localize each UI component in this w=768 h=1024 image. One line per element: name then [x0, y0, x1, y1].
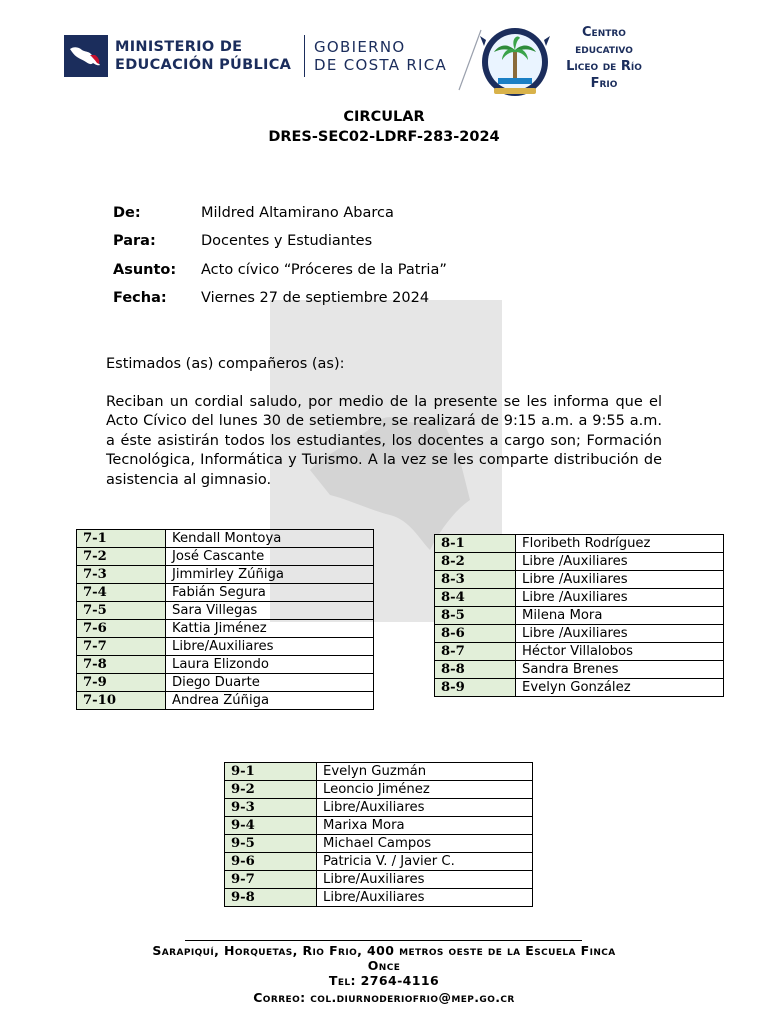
- greeting: Estimados (as) compañeros (as):: [106, 356, 345, 372]
- footer-phone: Tel: 2764-4116: [328, 973, 440, 988]
- teacher-name-cell: Libre/Auxiliares: [317, 871, 533, 889]
- header-divider: [304, 35, 305, 77]
- to-label: Para:: [113, 233, 156, 249]
- teacher-name-cell: José Cascante: [166, 548, 374, 566]
- group-code-cell: 7-8: [77, 656, 166, 674]
- table-row: [225, 781, 533, 799]
- teacher-name-cell: Jimmirley Zúñiga: [166, 566, 374, 584]
- group-code-cell: 9-3: [225, 799, 317, 817]
- government-name: [314, 38, 447, 74]
- table-row: [225, 817, 533, 835]
- group-code-cell: 7-7: [77, 638, 166, 656]
- teacher-name-cell: Diego Duarte: [166, 674, 374, 692]
- document-type-title: CIRCULAR: [343, 109, 425, 125]
- teacher-name-cell: Floribeth Rodríguez: [516, 535, 724, 553]
- table-row: [225, 853, 533, 871]
- school-seal-icon: [480, 26, 550, 102]
- group-code-cell: 8-9: [435, 679, 516, 697]
- table-row: [435, 679, 724, 697]
- date-value: Viernes 27 de septiembre 2024: [201, 290, 430, 306]
- table-row: [77, 656, 374, 674]
- table-row: [77, 674, 374, 692]
- table-row: [435, 589, 724, 607]
- subject-value: Acto cívico “Próceres de la Patria”: [201, 262, 447, 278]
- group-code-cell: 8-1: [435, 535, 516, 553]
- footer-email: Correo: col.diurnoderiofrio@mep.go.cr: [253, 990, 515, 1005]
- body-paragraph: Reciban un cordial saludo, por medio de la presente se les informa que el Acto Cívico del lunes 30 de setiembre, se realizará de 9:15 a.m. a 9:55 a.m. a éste asistirán todos los estudiantes, los docentes a cargo son; Formación Tecnológica, Informática y Turismo. A la vez se les comparte distribución de asistencia al gimnasio.: [106, 394, 662, 488]
- school-line-3: Liceo de Río: [566, 59, 642, 74]
- government-line-1: GOBIERNO: [314, 38, 406, 56]
- table-row: [435, 571, 724, 589]
- teacher-name-cell: Laura Elizondo: [166, 656, 374, 674]
- table-row: [435, 553, 724, 571]
- document-reference-number: DRES-SEC02-LDRF-283-2024: [268, 129, 500, 145]
- ministry-name: [115, 38, 291, 74]
- teacher-name-cell: Héctor Villalobos: [516, 643, 724, 661]
- group-code-cell: 8-6: [435, 625, 516, 643]
- ministry-line-2: EDUCACIÓN PÚBLICA: [115, 57, 292, 73]
- footer-address-line-1: Sarapiquí, Horquetas, Rio Frio, 400 metros oeste de la Escuela Finca: [152, 943, 616, 958]
- school-line-2: educativo: [575, 42, 633, 57]
- table-row: [225, 871, 533, 889]
- group-code-cell: 9-4: [225, 817, 317, 835]
- teacher-name-cell: Libre /Auxiliares: [516, 589, 724, 607]
- table-row: [225, 835, 533, 853]
- footer-address-line-2: Once: [367, 958, 401, 973]
- teacher-name-cell: Milena Mora: [516, 607, 724, 625]
- group-code-cell: 7-1: [77, 530, 166, 548]
- group-code-cell: 8-8: [435, 661, 516, 679]
- table-seventh-grade: [76, 529, 374, 710]
- teacher-name-cell: Kattia Jiménez: [166, 620, 374, 638]
- table-row: [77, 584, 374, 602]
- table-row: [77, 530, 374, 548]
- group-code-cell: 7-4: [77, 584, 166, 602]
- from-label: De:: [113, 205, 141, 221]
- to-value: Docentes y Estudiantes: [201, 233, 373, 249]
- group-code-cell: 8-4: [435, 589, 516, 607]
- table-row: [77, 638, 374, 656]
- teacher-name-cell: Evelyn Guzmán: [317, 763, 533, 781]
- subject-label: Asunto:: [113, 262, 177, 278]
- teacher-name-cell: Michael Campos: [317, 835, 533, 853]
- table-row: [77, 566, 374, 584]
- group-code-cell: 7-2: [77, 548, 166, 566]
- group-code-cell: 9-6: [225, 853, 317, 871]
- ministry-line-1: MINISTERIO DE: [115, 39, 243, 55]
- teacher-name-cell: Patricia V. / Javier C.: [317, 853, 533, 871]
- group-code-cell: 7-9: [77, 674, 166, 692]
- table-row: [435, 643, 724, 661]
- teacher-name-cell: Libre /Auxiliares: [516, 625, 724, 643]
- date-label: Fecha:: [113, 290, 167, 306]
- teacher-name-cell: Fabián Segura: [166, 584, 374, 602]
- teacher-name-cell: Libre/Auxiliares: [317, 799, 533, 817]
- teacher-name-cell: Libre/Auxiliares: [317, 889, 533, 907]
- school-line-1: Centro: [582, 25, 626, 40]
- teacher-name-cell: Libre/Auxiliares: [166, 638, 374, 656]
- ministry-logo: [64, 35, 108, 77]
- teacher-name-cell: Evelyn González: [516, 679, 724, 697]
- group-code-cell: 8-3: [435, 571, 516, 589]
- table-row: [77, 620, 374, 638]
- table-row: [435, 625, 724, 643]
- table-row: [435, 661, 724, 679]
- group-code-cell: 7-3: [77, 566, 166, 584]
- table-row: [77, 602, 374, 620]
- teacher-name-cell: Sandra Brenes: [516, 661, 724, 679]
- table-row: [435, 535, 724, 553]
- table-row: [77, 548, 374, 566]
- group-code-cell: 9-7: [225, 871, 317, 889]
- school-line-4: Frio: [590, 76, 618, 91]
- table-row: [225, 889, 533, 907]
- group-code-cell: 8-5: [435, 607, 516, 625]
- table-eighth-grade: [434, 534, 724, 697]
- from-value: Mildred Altamirano Abarca: [201, 205, 394, 221]
- teacher-name-cell: Kendall Montoya: [166, 530, 374, 548]
- group-code-cell: 7-6: [77, 620, 166, 638]
- footer-divider: [185, 940, 582, 941]
- teacher-name-cell: Andrea Zúñiga: [166, 692, 374, 710]
- school-name: [553, 24, 655, 92]
- table-row: [225, 799, 533, 817]
- teacher-name-cell: Marixa Mora: [317, 817, 533, 835]
- teacher-name-cell: Sara Villegas: [166, 602, 374, 620]
- table-row: [435, 607, 724, 625]
- group-code-cell: 9-8: [225, 889, 317, 907]
- government-line-2: DE COSTA RICA: [314, 56, 448, 74]
- table-row: [225, 763, 533, 781]
- group-code-cell: 9-1: [225, 763, 317, 781]
- group-code-cell: 9-2: [225, 781, 317, 799]
- group-code-cell: 9-5: [225, 835, 317, 853]
- table-ninth-grade: [224, 762, 533, 907]
- table-row: [77, 692, 374, 710]
- group-code-cell: 8-7: [435, 643, 516, 661]
- group-code-cell: 7-5: [77, 602, 166, 620]
- teacher-name-cell: Leoncio Jiménez: [317, 781, 533, 799]
- teacher-name-cell: Libre /Auxiliares: [516, 553, 724, 571]
- group-code-cell: 8-2: [435, 553, 516, 571]
- teacher-name-cell: Libre /Auxiliares: [516, 571, 724, 589]
- group-code-cell: 7-10: [77, 692, 166, 710]
